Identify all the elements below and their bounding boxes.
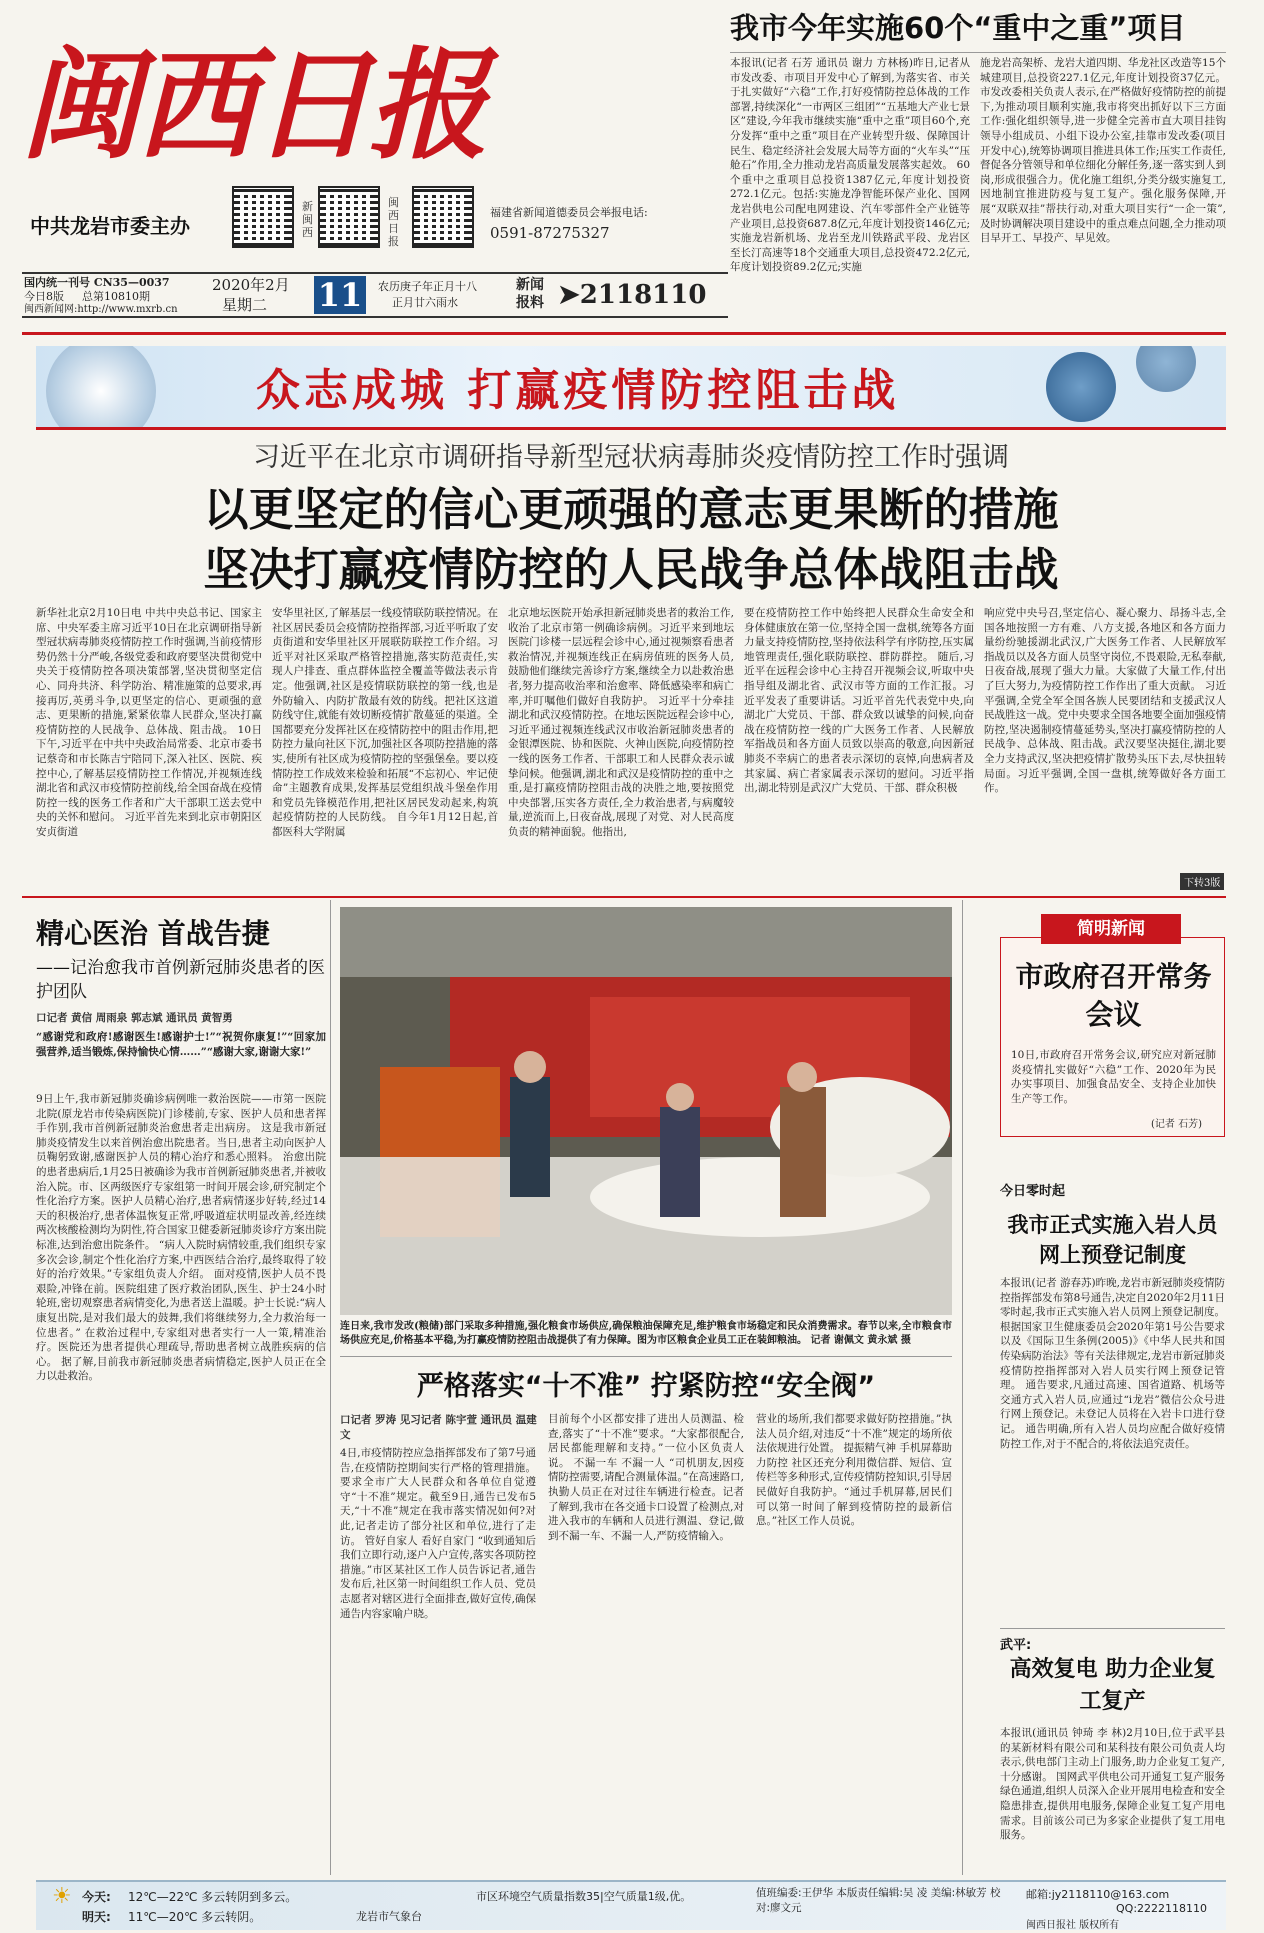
- brief2-kicker: 今日零时起: [1000, 1184, 1066, 1199]
- brief-box: [1000, 919, 1225, 1137]
- hotline-label: 福建省新闻道德委员会举报电话:: [490, 206, 648, 219]
- lead-col1: 新华社北京2月10日电 中共中央总书记、国家主席、中央军委主席习近平10日在北京调研指导新型冠状病毒肺炎疫情防控工作时强调,当前疫情形势仍然十分严峻,各级党委和政府要坚决贯彻党中央关于疫情防控各项决策部署,坚决贯彻坚定信心、同舟共济、科学防治、精准施策的总要求,再接再厉,英勇斗争,以更坚定的信心、更顽强的意志、更果断的措施,紧紧依靠人民群众,坚决打赢疫情防控的人民战争、总体战、阻击战。 10日下午,习近平在中共中央政治局常委、北京市委书记蔡奇和市长陈吉宁陪同下,深入社区、医院、疾控中心,了解基层疫情防控工作情况,并视频连线湖北省和武汉市疫情防控前线,给全国奋战在疫情防控一线的医务工作者和广大干部职工送去党中央的关怀和慰问。 习近平首先来到北京市朝阳区安贞街道: [36, 607, 262, 838]
- issue-date: 2020年2月: [212, 276, 290, 294]
- tip-label: 报料: [516, 295, 544, 311]
- contact-email: 邮箱:jy2118110@163.com: [1026, 1888, 1170, 1901]
- brief2-body: 本报讯(记者 游春苏)昨晚,龙岩市新冠肺炎疫情防控指挥部发布第8号通告,决定自2020年2月11日零时起,我市正式实施入岩人员网上预登记制度。 根据国家卫生健康委员会2020年第1号公告要求以及《国际卫生条例(2005)》《中华人民共和国传染病防治法》等有关法律规定,龙岩市新冠肺炎疫情防控指挥部对入岩人员实行网上预登记管理。 通告要求,凡通过高速、国省道路、机场等交通方式入岩人员,应通过“i龙岩”微信公众号进行网上预登记。未登记人员将在入岩卡口进行登记。 通告明确,所有入岩人员均应配合做好疫情防控工作,对于不配合的,将依法追究责任。: [1000, 1277, 1225, 1450]
- control-col2: 目前每个小区都安排了进出人员测温、检查,落实了“十不准”要求。“大家都很配合,居民都能理解和支持。”一位小区负责人说。 不漏一车 不漏一人 “司机朋友,因疫情防控需要,请配合测量体温。”在高速路口,执勤人员正在对过往车辆进行检查。记者了解到,我市在各交通卡口设置了检测点,对进入我市的车辆和人员进行测温、登记,做到不漏一车、不漏一人,严防疫情输入。: [548, 1413, 744, 1542]
- lead-headline-line2: 坚决打赢疫情防控的人民战争总体战阻击战: [203, 543, 1059, 596]
- tip-number: ➤2118110: [558, 280, 707, 310]
- banner-title: 众志成城 打赢疫情防控阻击战: [256, 365, 900, 416]
- doctors-quotes: “感谢党和政府!感谢医生!感谢护士!”“祝贺你康复!”“回家加强营养,适当锻炼,保持愉快心情……”“感谢大家,谢谢大家!”: [36, 1031, 326, 1058]
- control-col3: 营业的场所,我们都要求做好防控措施。”执法人员介绍,对违反“十不准”规定的场所依法依规进行处置。 提振精气神 手机屏幕助力防控 社区还充分利用微信群、短信、宣传栏等多种形式,宣传疫情防控知识,引导居民做好自我防护。“通过手机屏幕,居民们可以第一时间了解到疫情防控的最新信息。”社区工作人员说。: [756, 1413, 952, 1528]
- news-tip-label: 新闻: [516, 277, 544, 293]
- lead-col2: 安华里社区,了解基层一线疫情联防联控情况。在社区居民委员会疫情防控指挥部,习近平听取了安贞街道和安华里社区开展联防联控工作介绍。习近平对社区采取严格管控措施,落实防范责任,实现人户排查、重点群体监控全覆盖等做法表示肯定。他强调,社区是疫情联防联控的第一线,也是外防输入、内防扩散最有效的防线。把社区这道防线守住,就能有效切断疫情扩散蔓延的渠道。全国都要充分发挥社区在疫情防控中的阻击作用,把防控力量向社区下沉,加强社区各项防控措施的落实,使所有社区成为疫情防控的坚强堡垒。要以疫情防控工作成效来检验和拓展“不忘初心、牢记使命”主题教育成果,发挥基层党组织战斗堡垒作用和党员先锋模范作用,把社区居民发动起来,构筑起疫情防控的人民防线。 自今年1月12日起,首都医科大学附属: [272, 607, 498, 838]
- tip-number-value: 2118110: [579, 280, 707, 310]
- brief1-body: 10日,市政府召开常务会议,研究应对新冠肺炎疫情扎实做好“六稳”工作、2020年为民办实事项目、加强食品安全、支持企业加快生产等工作。: [1011, 1049, 1216, 1105]
- top-story-col2: 施龙岩高架桥、龙岩大道四期、华龙社区改造等15个城建项目,总投资227.1亿元,年度计划投资37亿元。 市发改委相关负责人表示,在严格做好疫情防控的前提下,为推动项目顺利实施,我市将突出抓好以下三方面工作:强化组织领导,进一步健全完善市直大项目挂钩领导小组成员、小组下设办公室,挂靠市发改委(项目开发中心),统筹协调项目推进具体工作;压实工作责任,督促各分管领导和单位细化分解任务,逐一落实到人到岗,形成很强合力。优化施工组织,分类分级实施复工,因地制宜推进防疫与复工复产。强化服务保障,开展“双联双挂”帮扶行动,对重大项目实行“一企一策”,及时协调解决项目建设中的重点难点问题,全力推动项目早开工、早投产、早见效。: [980, 57, 1226, 245]
- control-col1: 4日,市疫情防控应急指挥部发布了第7号通告,在疫情防控期间实行严格的管理措施。要求全市广大人民群众和各单位自觉遵守“十不准”规定。截至9日,通告已发布5天,“十不准”规定在我市落实情况如何?对此,记者走访了部分社区和单位,进行了走访。 管好自家人 看好自家门 “收到通知后我们立即行动,逐户入户宣传,落实各项防控措施。”市区某社区工作人员告诉记者,通告发布后,社区第一时间组织工作人员、党员志愿者对辖区进行全面排查,做好宣传,确保通告内容家喻户晓。: [340, 1447, 536, 1620]
- doctors-subtitle: ——记治愈我市首例新冠肺炎患者的医护团队: [36, 958, 325, 1002]
- tomorrow-weather: 11℃—20℃ 多云转阴。: [128, 1910, 262, 1924]
- tomorrow-label: 明天:: [82, 1910, 111, 1924]
- issue-number: 总第10810期: [82, 290, 150, 303]
- issue-day: 11: [314, 276, 366, 314]
- weather-source: 龙岩市气象台: [356, 1910, 422, 1923]
- lead-kicker: 习近平在北京市调研指导新型冠状病毒肺炎疫情防控工作时强调: [253, 442, 1009, 473]
- contact-qq: QQ:2222118110: [1116, 1902, 1208, 1915]
- doctors-title: 精心医治 首战告捷: [36, 917, 270, 950]
- masthead-logo: 闽西日报: [20, 35, 484, 176]
- doctor-photo: [46, 346, 156, 430]
- photo-illustration: [340, 907, 952, 1315]
- issue-weekday: 星期二: [222, 296, 268, 314]
- virus-icon: [1136, 346, 1196, 392]
- cn-number: 国内统一刊号 CN35—0037: [24, 276, 170, 289]
- brief3-body: 本报讯(通讯员 钟琦 李 林)2月10日,位于武平县的某新材料有限公司和某科技有限公司负责人均表示,供电部门主动上门服务,助力企业复工复产,十分感谢。 国网武平供电公司开通复工复产服务绿色通道,组织人员深入企业开展用电检查和安全隐患排查,提供用电服务,保障企业复工复产用电需求。目前该公司已为多家企业提供了复工用电服务。: [1000, 1727, 1225, 1842]
- photo-caption: [340, 1320, 952, 1348]
- grain-warehouse-photo: [340, 907, 952, 1315]
- qr-code-report: [412, 186, 474, 248]
- lead-headline: [36, 480, 1226, 600]
- copyright: 闽西日报社 版权所有: [1026, 1920, 1120, 1931]
- lead-headline-line1: 以更坚定的信心更顽强的意志更果断的措施: [203, 483, 1059, 536]
- photo-credit: 记者 谢佩文 黄永斌 摄: [810, 1335, 911, 1346]
- continued-label: 下转3版: [1180, 873, 1224, 890]
- control-title: 严格落实“十不准” 拧紧防控“安全阀”: [416, 1371, 876, 1402]
- hotline-number: 0591-87275327: [490, 224, 610, 242]
- air-quality: 市区环境空气质量指数35|空气质量1级,优。: [476, 1890, 692, 1903]
- top-story-title: 我市今年实施60个“重中之重”项目: [730, 11, 1186, 45]
- qr-code-paper: [318, 186, 380, 248]
- masthead-publisher: 中共龙岩市委主办: [30, 214, 190, 238]
- weather-icon: ☀: [52, 1884, 72, 1909]
- top-story-col1: 本报讯(记者 石芳 通讯员 谢力 方林杨)昨日,记者从市发改委、市项目开发中心了解到,为落实省、市关于扎实做好“六稳”工作,打好疫情防控总体战的工作部署,持续深化“一市两区三组团”“五基地大产业七景区”建设,今年我市继续实施“重中之重”项目60个,充分发挥“重中之重”项目在产业转型升级、保障国计民生、稳定经济社会发展大局等方面的“火车头”“压舱石”作用,全力推动龙岩高质量发展落实起效。 60个重中之重项目总投资1387亿元,年度计划投资272.1亿元。包括:实施龙净智能环保产业化、国网龙岩供电公司配电网建设、汽车零部件全产业链等产业项目,总投资687.8亿元,年度计划投资146亿元;实施龙岩新机场、龙岩至龙川铁路武平段、龙岩区至长汀高速等18个交通重大项目,总投资472.2亿元,年度计划投资89.2亿元;实施: [730, 57, 970, 274]
- solar-term: 正月廿六雨水: [392, 296, 458, 309]
- qr-label-app: 新闽西: [302, 200, 313, 239]
- control-byline: 口记者 罗涛 见习记者 陈宇萱 通讯员 温建文: [340, 1414, 537, 1441]
- brief3-title: 高效复电 助力企业复工复产: [1009, 1657, 1216, 1714]
- dateline-bar: [22, 272, 728, 318]
- virus-icon: [1046, 352, 1116, 422]
- qr-label-paper: 闽西日报: [388, 196, 399, 248]
- lunar-date: 农历庚子年正月十八: [378, 280, 477, 293]
- today-label: 今天:: [82, 1890, 111, 1904]
- doctors-byline: 口记者 黄信 周雨泉 郭志斌 通讯员 黄智勇: [36, 1012, 233, 1024]
- qr-code-app: [232, 186, 294, 248]
- brief3-kicker: 武平:: [1000, 1638, 1032, 1653]
- brief2-title: 我市正式实施入岩人员网上预登记制度: [1007, 1213, 1218, 1267]
- lead-col3: 北京地坛医院开始承担新冠肺炎患者的救治工作,收治了北京市第一例确诊病例。习近平来到地坛医院门诊楼一层远程会诊中心,通过视频察看患者救治情况,并视频连线正在病房值班的医务人员,鼓励他们继续完善诊疗方案,继续全力以赴救治患者,努力提高收治率和治愈率、降低感染率和病亡率,并叮嘱他们做好自我防护。 习近平十分牵挂湖北和武汉疫情防控。在地坛医院远程会诊中心,习近平通过视频连线武汉市收治新冠肺炎患者的金银潭医院、协和医院、火神山医院,向疫情防控一线的医务工作者、干部职工和人民群众表示诚挚问候。他强调,湖北和武汉是疫情防控的重中之重,是打赢疫情防控阻击战的决胜之地,要按照党中央部署,压实各方责任,全力救治患者,与病魔较量,逆流而上,日夜奋战,展现了对党、对人民高度负责的精神面貌。他指出,: [508, 607, 734, 838]
- site-url: 闽西新闻网:http://www.mxrb.cn: [24, 304, 178, 315]
- lead-col4: 要在疫情防控工作中始终把人民群众生命安全和身体健康放在第一位,坚持全国一盘棋,统筹各方面力量支持疫情防控,坚持依法科学有序防控,压实属地管理责任,强化联防联控、群防群控。 随后,习近平在远程会诊中心主持召开视频会议,听取中央指导组及湖北省、武汉市等方面的工作汇报。习近平发表了重要讲话。习近平首先代表党中央,向湖北广大党员、干部、群众致以诚挚的问候,向奋战在疫情防控一线的广大医务工作者、人民解放军指战员和各方面人员致以崇高的敬意,向因新冠肺炎不幸病亡的患者表示深切的哀悼,向患病者及其家属、病亡者家属表示深切的慰问。习近平指出,湖北特别是武汉广大党员、干部、群众积极: [744, 607, 974, 795]
- doctors-body: 9日上午,我市新冠肺炎确诊病例唯一救治医院——市第一医院北院(原龙岩市传染病医院)门诊楼前,专家、医护人员和患者挥手作别,我市首例新冠肺炎治愈患者走出病房。 这是我市新冠肺炎疫情发生以来首例治愈出院患者。当日,患者主动向医护人员鞠躬致谢,感谢医护人员的精心治疗和悉心照料。 治愈出院的患者患病后,1月25日被确诊为我市首例新冠肺炎患者,并被收治入院。市、区两级医疗专家组第一时间开展会诊,研究制定个性化治疗方案。医护人员精心治疗,患者病情逐步好转,经过14天的积极治疗,患者体温恢复正常,呼吸道症状明显改善,经连续两次核酸检测均为阴性,符合国家卫健委新冠肺炎诊疗方案出院标准,达到治愈出院条件。 “病人入院时病情较重,我们组织专家多次会诊,制定个性化治疗方案,中西医结合治疗,最终取得了较好的治疗效果。”专家组负责人介绍。 面对疫情,医护人员不畏艰险,冲锋在前。医院组建了医疗救治团队,医生、护士24小时轮班,密切观察患者病情变化,为患者送上温暖。护士长说:“病人康复出院,是对我们最大的鼓舞,我们将继续努力,全力救治每一位患者。” 在救治过程中,专家组对患者实行一人一策,精准治疗。医院还为患者提供心理疏导,帮助患者树立战胜疾病的信心。 据了解,目前我市新冠肺炎患者病情稳定,医护人员正在全力以赴救治。: [36, 1093, 326, 1383]
- page-count: 今日8版: [24, 290, 64, 303]
- brief1-title: 市政府召开常务会议: [1015, 960, 1212, 1031]
- lead-col5: 响应党中央号召,坚定信心、凝心聚力、昂扬斗志,全国各地按照一方有难、八方支援,各地区和各方面力量纷纷驰援湖北武汉,广大医务工作者、人民解放军指战员以及各方面人员坚守岗位,不畏艰险,无私奉献,日夜奋战,展现了强大力量。大家做了大量工作,付出了巨大努力,为疫情防控工作作出了重大贡献。 习近平强调,全党全军全国各族人民要团结和支援武汉人民战胜这一战。党中央要求全国各地要全面加强疫情防控,坚决遏制疫情蔓延势头,坚决打赢疫情防控的人民战争、总体战、阻击战。武汉要坚决挺住,湖北要全力支持武汉,坚决把疫情扩散势头压下去,尽快扭转局面。习近平强调,全国一盘棋,统筹做好各方面工作。: [984, 607, 1226, 795]
- brief1-byline: (记者 石芳): [1151, 1119, 1202, 1130]
- editor-credits: 值班编委:王伊华 本版责任编辑:吴 凌 美编:林敏芳 校对:廖文元: [756, 1887, 1001, 1914]
- photo-caption-text: 连日来,我市发改(粮储)部门采取多种措施,强化粮食市场供应,确保粮油保障充足,维护粮食市场稳定和民众消费需求。春节以来,全市粮食市场供应充足,价格基本平稳,为打赢疫情防控阻击战提供了有力保障。图为市区粮食企业员工正在装卸粮油。: [340, 1321, 952, 1346]
- footer-bar: [36, 1880, 1226, 1930]
- brief-tag: 简明新闻: [1041, 914, 1181, 944]
- campaign-banner: [36, 346, 1226, 430]
- today-weather: 12℃—22℃ 多云转阴到多云。: [128, 1890, 298, 1904]
